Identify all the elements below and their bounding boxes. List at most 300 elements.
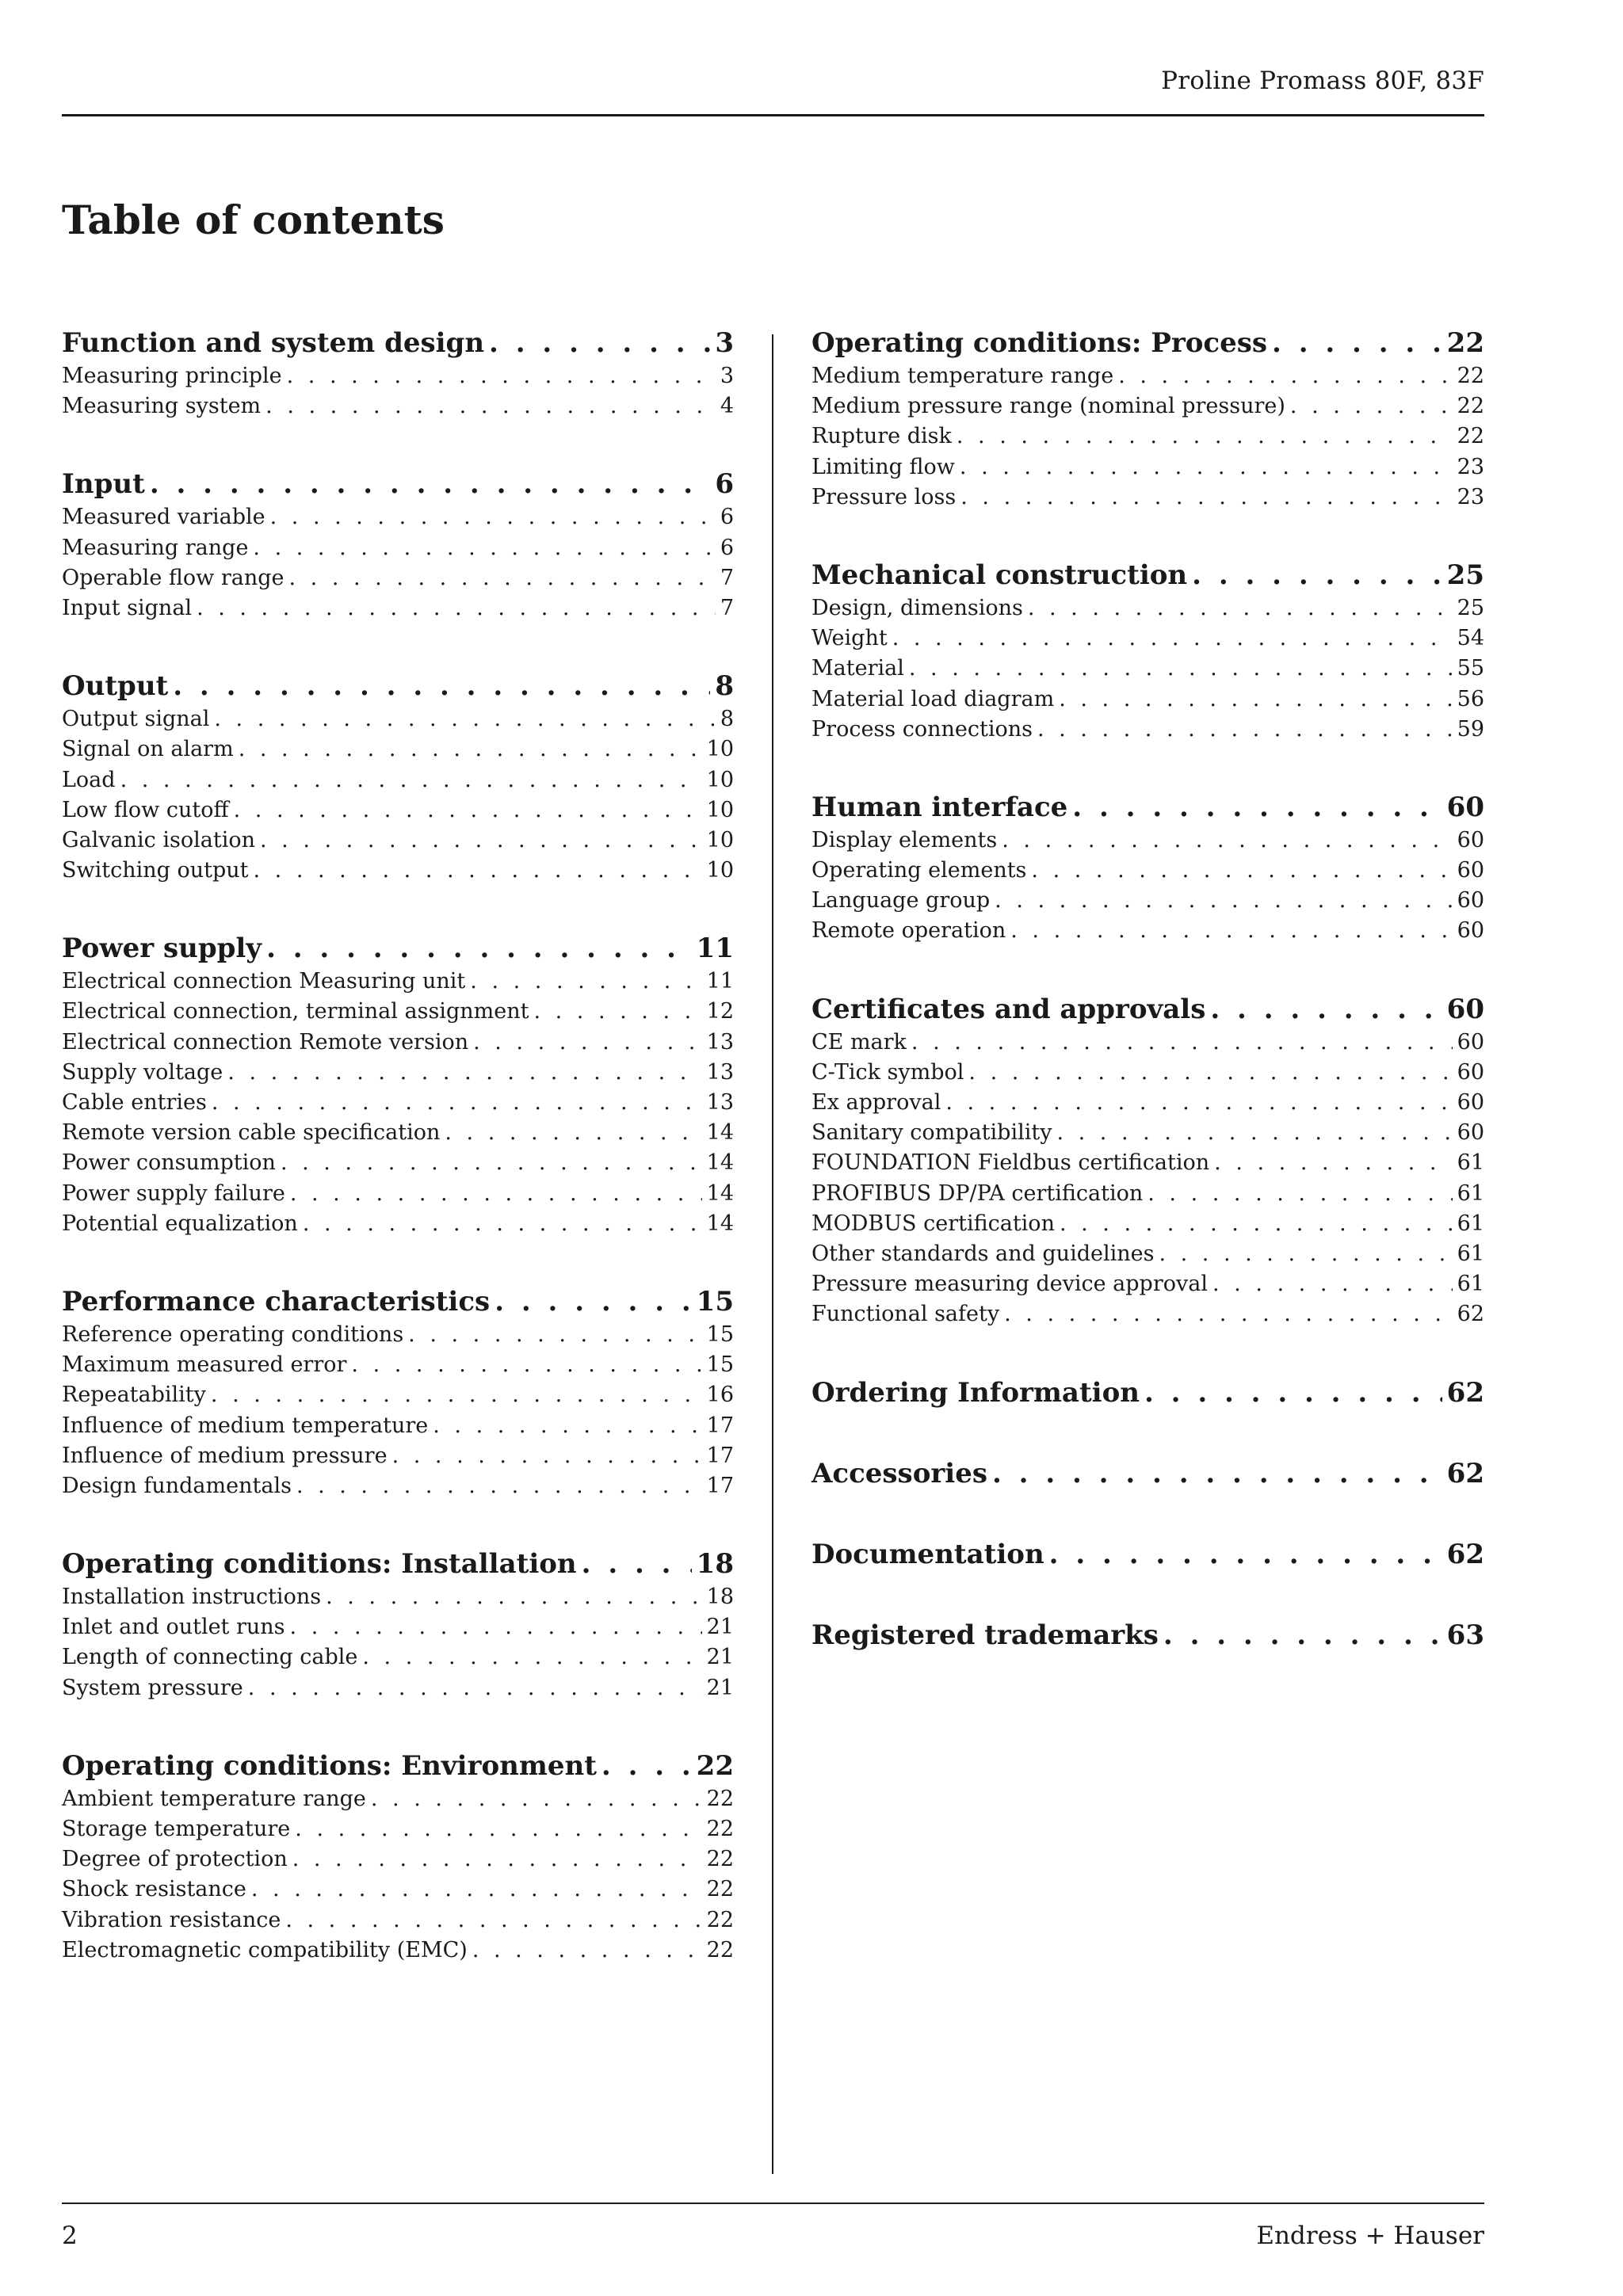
dot-leader (351, 1350, 701, 1380)
toc-entry[interactable] (812, 391, 1484, 421)
toc-entry[interactable] (812, 1269, 1484, 1299)
toc-entry-label: Measuring principle (62, 364, 282, 388)
toc-entry-label: Maximum measured error (62, 1352, 347, 1378)
toc-entry-label: Potential equalization (62, 1211, 298, 1236)
dot-leader (326, 1582, 702, 1612)
dot-leader (909, 654, 1453, 684)
toc-entry-label: Measuring system (62, 394, 262, 419)
toc-section-title[interactable] (812, 789, 1484, 826)
toc-entry-label: Material (812, 656, 904, 681)
toc-entry-label: CE mark (812, 1029, 907, 1055)
toc-entry-label: Rupture disk (812, 424, 952, 449)
toc-entry-page: 23 (1457, 484, 1484, 509)
toc-entry[interactable] (812, 361, 1484, 391)
toc-entry-label: Process connections (812, 716, 1033, 742)
toc-entry[interactable] (812, 886, 1484, 916)
toc-entry-page: 61 (1457, 1180, 1484, 1206)
toc-section-title[interactable] (62, 668, 734, 704)
toc-entry-page: 56 (1457, 686, 1484, 711)
toc-section-title[interactable] (812, 991, 1484, 1028)
toc-section-page: 3 (715, 327, 734, 359)
dot-leader (1028, 593, 1453, 624)
toc-section-title[interactable] (812, 557, 1484, 593)
toc-entry[interactable] (62, 1209, 734, 1239)
toc-entry-label: Influence of medium temperature (62, 1413, 429, 1438)
dot-leader (473, 1028, 702, 1058)
toc-entry-page: 16 (706, 1383, 734, 1408)
toc-section-page: 8 (715, 670, 734, 703)
toc-section-label: Human interface (812, 791, 1068, 823)
toc-entry-label: Output signal (62, 707, 210, 732)
toc-entry-page: 6 (720, 505, 734, 530)
dot-leader (150, 466, 711, 502)
toc-entry-label: Other standards and guidelines (812, 1241, 1155, 1266)
dot-leader (957, 421, 1453, 452)
toc-entry[interactable] (62, 795, 734, 826)
toc-section-title[interactable] (62, 1283, 734, 1320)
toc-entry[interactable] (812, 452, 1484, 482)
toc-section (62, 1546, 734, 1703)
toc-entry-page: 22 (706, 1907, 734, 1932)
toc-entry-page: 18 (706, 1585, 734, 1610)
dot-leader (1272, 325, 1442, 361)
toc-section (812, 991, 1484, 1330)
dot-leader (1192, 557, 1442, 593)
toc-section-page: 60 (1446, 791, 1484, 823)
footer-rule (62, 2203, 1484, 2204)
toc-entry[interactable] (62, 1350, 734, 1380)
toc-entry-page: 22 (706, 1937, 734, 1962)
toc-section-label: Performance characteristics (62, 1285, 491, 1318)
toc-section-title[interactable] (62, 466, 734, 502)
dot-leader (1056, 1118, 1452, 1148)
toc-entry-page: 60 (1457, 1059, 1484, 1085)
toc-section-page: 62 (1446, 1457, 1484, 1489)
dot-leader (1037, 715, 1453, 745)
dot-leader (281, 1148, 702, 1178)
footer-brand: Endress + Hauser (1256, 2222, 1484, 2250)
toc-entry-label: Length of connecting cable (62, 1645, 358, 1670)
toc-entry-page: 10 (706, 737, 734, 762)
toc-entry[interactable] (812, 715, 1484, 745)
toc-entry[interactable] (62, 593, 734, 624)
toc-section-title[interactable] (62, 930, 734, 967)
toc-section-title[interactable] (812, 1375, 1484, 1411)
toc-section-label: Registered trademarks (812, 1619, 1159, 1651)
toc-entry-page: 14 (706, 1120, 734, 1146)
toc-entry[interactable] (62, 997, 734, 1027)
toc-entry-label: Medium pressure range (nominal pressure) (812, 394, 1285, 419)
dot-leader (212, 1088, 702, 1118)
toc-entry-page: 14 (706, 1150, 734, 1176)
toc-entry-label: Electromagnetic compatibility (EMC) (62, 1937, 468, 1962)
toc-section-page: 60 (1446, 993, 1484, 1025)
toc-entry[interactable] (62, 533, 734, 563)
dot-leader (120, 765, 702, 795)
toc-entry[interactable] (62, 1411, 734, 1441)
toc-entry-page: 61 (1457, 1150, 1484, 1176)
footer-page-number: 2 (62, 2222, 78, 2250)
toc-section (62, 1748, 734, 1966)
toc-section-label: Certificates and approvals (812, 993, 1206, 1025)
toc-entry-page: 60 (1457, 918, 1484, 944)
toc-entry-page: 15 (706, 1352, 734, 1378)
toc-section (812, 789, 1484, 947)
toc-entry-page: 60 (1457, 858, 1484, 883)
toc-entry-page: 10 (706, 858, 734, 883)
dot-leader (251, 1875, 702, 1905)
toc-entry-page: 22 (1457, 394, 1484, 419)
toc-entry[interactable] (62, 826, 734, 856)
toc-entry-page: 3 (720, 364, 734, 388)
dot-leader (1072, 789, 1442, 826)
dot-leader (1210, 991, 1442, 1028)
toc-section-label: Power supply (62, 933, 262, 965)
toc-entry-page: 11 (706, 969, 734, 994)
toc-entry-page: 55 (1457, 656, 1484, 681)
dot-leader (1010, 916, 1452, 946)
toc-entry[interactable] (812, 1118, 1484, 1148)
toc-section-title[interactable] (812, 1536, 1484, 1573)
toc-section-page: 22 (696, 1749, 734, 1782)
toc-section (62, 325, 734, 421)
toc-entry[interactable] (812, 1209, 1484, 1239)
toc-entry[interactable] (812, 654, 1484, 684)
toc-entry-label: Electrical connection, terminal assignment (62, 999, 529, 1024)
toc-entry-page: 22 (1457, 424, 1484, 449)
toc-entry-label: Power supply failure (62, 1180, 285, 1206)
toc-entry-label: Ex approval (812, 1090, 941, 1115)
toc-entry-page: 21 (706, 1645, 734, 1670)
toc-section (812, 557, 1484, 745)
dot-leader (362, 1642, 701, 1672)
toc-entry-label: Repeatability (62, 1383, 206, 1408)
toc-entry-label: Sanitary compatibility (812, 1120, 1052, 1146)
toc-entry-page: 60 (1457, 827, 1484, 852)
toc-entry-label: FOUNDATION Fieldbus certification (812, 1150, 1210, 1176)
toc-section (812, 1617, 1484, 1653)
toc-entry[interactable] (812, 1179, 1484, 1209)
dot-leader (197, 593, 716, 624)
toc-entry-page: 7 (720, 565, 734, 590)
toc-entry-label: Pressure loss (812, 484, 957, 509)
toc-entry-label: Material load diagram (812, 686, 1055, 711)
dot-leader (295, 1814, 701, 1844)
toc-entry-page: 59 (1457, 716, 1484, 742)
toc-section-page: 25 (1446, 559, 1484, 591)
toc-entry-page: 4 (720, 394, 734, 419)
toc-entry-page: 10 (706, 767, 734, 792)
toc-section-page: 22 (1446, 327, 1484, 359)
toc-entry-page: 60 (1457, 1090, 1484, 1115)
toc-entry-page: 17 (706, 1413, 734, 1438)
toc-entry-page: 15 (706, 1322, 734, 1347)
toc-entry[interactable] (62, 1905, 734, 1936)
dot-leader (392, 1441, 702, 1471)
dot-leader (248, 1673, 702, 1703)
toc-section-label: Function and system design (62, 327, 485, 359)
toc-entry[interactable] (62, 1118, 734, 1148)
toc-entry[interactable] (812, 482, 1484, 513)
toc-entry-label: Input signal (62, 595, 193, 620)
toc-entry[interactable] (62, 1814, 734, 1844)
toc-entry[interactable] (812, 1148, 1484, 1178)
toc-section (62, 466, 734, 624)
toc-section-label: Input (62, 468, 145, 501)
dot-leader (234, 795, 702, 826)
toc-entry[interactable] (812, 1239, 1484, 1269)
toc-entry-label: C-Tick symbol (812, 1059, 964, 1085)
toc-entry-label: Operating elements (812, 858, 1027, 883)
dot-leader (1118, 361, 1452, 391)
toc-entry-page: 61 (1457, 1272, 1484, 1297)
toc-section-title[interactable] (812, 1455, 1484, 1492)
dot-leader (911, 1028, 1453, 1058)
toc-section-title[interactable] (812, 1617, 1484, 1653)
toc-entry-label: Shock resistance (62, 1877, 246, 1902)
dot-leader (253, 533, 715, 563)
toc-entry[interactable] (812, 685, 1484, 715)
toc-entry-label: Design fundamentals (62, 1473, 292, 1498)
dot-leader (495, 1283, 691, 1320)
toc-entry-page: 17 (706, 1473, 734, 1498)
toc-entry-page: 14 (706, 1211, 734, 1236)
column-divider (772, 334, 773, 2174)
toc-entry-page: 14 (706, 1180, 734, 1206)
toc-section-label: Documentation (812, 1538, 1044, 1570)
toc-left-column (62, 325, 734, 2010)
toc-entry-page: 60 (1457, 1120, 1484, 1146)
toc-entry-label: Limiting flow (812, 454, 955, 479)
dot-leader (408, 1320, 701, 1350)
toc-section (62, 1283, 734, 1501)
toc-entry[interactable] (62, 1088, 734, 1118)
toc-section (62, 930, 734, 1239)
toc-entry[interactable] (62, 765, 734, 795)
dot-leader (239, 734, 702, 765)
dot-leader (290, 1179, 702, 1209)
toc-entry[interactable] (62, 1582, 734, 1612)
dot-leader (214, 704, 715, 734)
toc-entry-page: 13 (706, 1090, 734, 1115)
toc-entry-label: Storage temperature (62, 1817, 291, 1841)
toc-entry-label: Operable flow range (62, 565, 285, 590)
toc-entry[interactable] (62, 1784, 734, 1814)
toc-entry[interactable] (62, 1320, 734, 1350)
toc-section-page: 11 (696, 933, 734, 965)
toc-entry[interactable] (62, 704, 734, 734)
toc-entry-label: Language group (812, 888, 991, 913)
toc-entry-page: 60 (1457, 1029, 1484, 1055)
toc-entry-label: Measured variable (62, 505, 265, 530)
dot-leader (960, 482, 1452, 513)
toc-entry[interactable] (812, 1299, 1484, 1329)
toc-entry-label: Pressure measuring device approval (812, 1272, 1208, 1297)
dot-leader (1049, 1536, 1442, 1573)
toc-entry-page: 21 (706, 1675, 734, 1700)
toc-entry-page: 6 (720, 535, 734, 560)
toc-entry-label: Supply voltage (62, 1059, 223, 1085)
dot-leader (472, 1936, 702, 1966)
dot-leader (290, 1612, 702, 1642)
dot-leader (995, 886, 1452, 916)
dot-leader (270, 502, 716, 532)
dot-leader (582, 1546, 692, 1582)
dot-leader (1059, 685, 1452, 715)
dot-leader (227, 1058, 701, 1088)
dot-leader (470, 967, 701, 997)
toc-section-label: Ordering Information (812, 1376, 1140, 1409)
toc-entry-page: 8 (720, 707, 734, 732)
toc-entry[interactable] (62, 1380, 734, 1410)
dot-leader (289, 563, 716, 593)
toc-entry-page: 61 (1457, 1211, 1484, 1236)
toc-entry-label: Medium temperature range (812, 364, 1114, 388)
dot-leader (1212, 1269, 1453, 1299)
toc-section-label: Output (62, 670, 169, 703)
dot-leader (260, 826, 702, 856)
dot-leader (173, 668, 710, 704)
toc-entry-label: System pressure (62, 1675, 243, 1700)
toc-entry[interactable] (812, 624, 1484, 654)
toc-section-label: Operating conditions: Process (812, 327, 1268, 359)
dot-leader (254, 856, 702, 886)
toc-section (812, 1375, 1484, 1411)
toc-entry[interactable] (812, 916, 1484, 946)
toc-entry[interactable] (62, 1936, 734, 1966)
dot-leader (1004, 1299, 1453, 1329)
toc-entry-label: Power consumption (62, 1150, 276, 1176)
toc-entry-label: Cable entries (62, 1090, 207, 1115)
dot-leader (1060, 1209, 1453, 1239)
toc-entry-page: 22 (706, 1786, 734, 1811)
toc-entry[interactable] (62, 1642, 734, 1672)
dot-leader (287, 361, 716, 391)
toc-entry[interactable] (812, 826, 1484, 856)
toc-entry-page: 17 (706, 1443, 734, 1468)
dot-leader (945, 1088, 1452, 1118)
toc-entry[interactable] (62, 502, 734, 532)
toc-entry-label: Vibration resistance (62, 1907, 281, 1932)
toc-entry[interactable] (812, 1058, 1484, 1088)
dot-leader (489, 325, 710, 361)
toc-section-page: 18 (696, 1548, 734, 1581)
toc-entry-page: 23 (1457, 454, 1484, 479)
dot-leader (992, 1455, 1442, 1492)
dot-leader (1159, 1239, 1452, 1269)
toc-section-page: 63 (1446, 1619, 1484, 1651)
toc-entry[interactable] (62, 1673, 734, 1703)
dot-leader (1031, 856, 1452, 886)
toc-entry[interactable] (62, 856, 734, 886)
toc-section (812, 1536, 1484, 1573)
toc-entry-label: Influence of medium pressure (62, 1443, 388, 1468)
toc-entry-page: 13 (706, 1059, 734, 1085)
toc-entry[interactable] (62, 1148, 734, 1178)
toc-entry-label: Measuring range (62, 535, 249, 560)
toc-entry[interactable] (812, 593, 1484, 624)
dot-leader (371, 1784, 702, 1814)
toc-section (62, 668, 734, 886)
toc-entry[interactable] (62, 563, 734, 593)
dot-leader (1144, 1375, 1442, 1411)
toc-entry[interactable] (62, 734, 734, 765)
toc-entry[interactable] (62, 967, 734, 997)
toc-entry-label: Electrical connection Measuring unit (62, 969, 466, 994)
toc-section-title[interactable] (62, 1546, 734, 1582)
dot-leader (601, 1748, 692, 1784)
toc-section-label: Accessories (812, 1457, 987, 1489)
toc-entry-page: 22 (706, 1847, 734, 1872)
toc-entry-label: Low flow cutoff (62, 797, 229, 822)
toc-entry-label: Display elements (812, 827, 998, 852)
toc-section-label: Operating conditions: Installation (62, 1548, 577, 1581)
page-title: Table of contents (62, 196, 445, 243)
toc-entry-page: 25 (1457, 595, 1484, 620)
toc-entry[interactable] (812, 856, 1484, 886)
dot-leader (296, 1471, 702, 1501)
toc-entry-label: Electrical connection Remote version (62, 1029, 469, 1055)
toc-entry[interactable] (62, 1612, 734, 1642)
dot-leader (211, 1380, 702, 1410)
toc-entry-page: 22 (1457, 364, 1484, 388)
toc-entry-label: Galvanic isolation (62, 827, 255, 852)
toc-entry-page: 60 (1457, 888, 1484, 913)
dot-leader (1163, 1617, 1442, 1653)
toc-entry[interactable] (62, 391, 734, 421)
toc-entry[interactable] (812, 421, 1484, 452)
dot-leader (1290, 391, 1453, 421)
dot-leader (303, 1209, 702, 1239)
toc-entry-page: 22 (706, 1817, 734, 1841)
toc-entry[interactable] (62, 1875, 734, 1905)
toc-entry[interactable] (62, 1471, 734, 1501)
toc-entry-page: 54 (1457, 626, 1484, 651)
toc-entry-label: Load (62, 767, 116, 792)
dot-leader (285, 1905, 701, 1936)
toc-section-page: 62 (1446, 1376, 1484, 1409)
toc-entry[interactable] (62, 1441, 734, 1471)
toc-entry[interactable] (812, 1028, 1484, 1058)
dot-leader (433, 1411, 701, 1441)
toc-entry[interactable] (62, 361, 734, 391)
toc-section-page: 62 (1446, 1538, 1484, 1570)
toc-entry-label: Switching output (62, 858, 249, 883)
toc-section-title[interactable] (812, 325, 1484, 361)
toc-entry-page: 22 (706, 1877, 734, 1902)
toc-entry-label: Ambient temperature range (62, 1786, 366, 1811)
toc-entry-page: 21 (706, 1615, 734, 1640)
toc-entry[interactable] (62, 1058, 734, 1088)
toc-entry-label: Degree of protection (62, 1847, 288, 1872)
dot-leader (445, 1118, 701, 1148)
dot-leader (968, 1058, 1452, 1088)
toc-entry-page: 7 (720, 595, 734, 620)
toc-section-title[interactable] (62, 1748, 734, 1784)
dot-leader (892, 624, 1453, 654)
toc-entry-label: Signal on alarm (62, 737, 234, 762)
toc-entry-label: Remote operation (812, 918, 1006, 944)
toc-entry[interactable] (62, 1028, 734, 1058)
toc-entry-label: Design, dimensions (812, 595, 1023, 620)
toc-entry[interactable] (62, 1179, 734, 1209)
toc-section-title[interactable] (62, 325, 734, 361)
toc-entry[interactable] (812, 1088, 1484, 1118)
toc-entry-label: MODBUS certification (812, 1211, 1055, 1236)
header-rule (62, 114, 1484, 116)
toc-entry-page: 62 (1457, 1302, 1484, 1327)
toc-entry[interactable] (62, 1844, 734, 1875)
